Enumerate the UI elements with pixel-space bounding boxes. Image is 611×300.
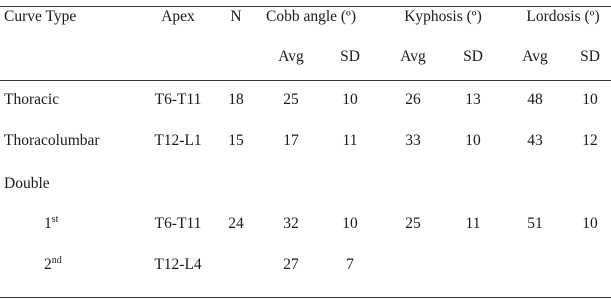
ordinal-suffix: nd bbox=[51, 254, 62, 266]
row-apex: T12-L4 bbox=[154, 256, 202, 273]
table-top-rule bbox=[0, 6, 611, 7]
header-cobb-angle: Cobb angle (º) bbox=[265, 8, 357, 25]
row-cobb-sd: 10 bbox=[342, 215, 358, 232]
header-kyphosis-avg: Avg bbox=[400, 48, 426, 65]
row-kyphosis-avg: 25 bbox=[405, 215, 421, 232]
row-lordosis-sd: 10 bbox=[582, 91, 598, 108]
row-n: 15 bbox=[228, 132, 244, 149]
row-kyphosis-avg: 33 bbox=[405, 132, 421, 149]
row-n: 24 bbox=[228, 215, 244, 232]
header-apex: Apex bbox=[161, 8, 195, 25]
header-kyphosis: Kyphosis (º) bbox=[404, 8, 482, 25]
header-kyphosis-sd: SD bbox=[463, 48, 483, 65]
row-curve-ordinal bbox=[44, 256, 62, 274]
row-curve-ordinal bbox=[44, 215, 58, 233]
row-apex: T12-L1 bbox=[154, 132, 202, 149]
header-lordosis-sd: SD bbox=[580, 48, 600, 65]
row-lordosis-avg: 48 bbox=[527, 91, 543, 108]
table-header-rule bbox=[0, 80, 611, 81]
row-curve-type: Thoracolumbar bbox=[4, 132, 100, 149]
row-kyphosis-sd: 11 bbox=[465, 215, 481, 232]
table-bottom-rule bbox=[0, 297, 611, 298]
header-lordosis: Lordosis (º) bbox=[526, 8, 600, 25]
row-kyphosis-sd: 10 bbox=[465, 132, 481, 149]
row-cobb-sd: 7 bbox=[346, 256, 354, 273]
header-lordosis-avg: Avg bbox=[522, 48, 548, 65]
row-kyphosis-avg: 26 bbox=[405, 91, 421, 108]
row-lordosis-avg: 43 bbox=[527, 132, 543, 149]
ordinal-number: 1 bbox=[44, 215, 52, 232]
row-cobb-avg: 25 bbox=[283, 91, 299, 108]
header-cobb-sd: SD bbox=[340, 48, 360, 65]
row-cobb-sd: 10 bbox=[342, 91, 358, 108]
header-n: N bbox=[230, 8, 242, 25]
header-cobb-avg: Avg bbox=[278, 48, 304, 65]
row-lordosis-sd: 10 bbox=[582, 215, 598, 232]
row-curve-type: Double bbox=[4, 175, 50, 192]
row-curve-type: Thoracic bbox=[4, 91, 60, 108]
ordinal-suffix: st bbox=[51, 213, 59, 225]
row-apex: T6-T11 bbox=[154, 215, 202, 232]
row-kyphosis-sd: 13 bbox=[465, 91, 481, 108]
row-n: 18 bbox=[228, 91, 244, 108]
row-apex: T6-T11 bbox=[154, 91, 202, 108]
row-cobb-sd: 11 bbox=[342, 132, 358, 149]
row-cobb-avg: 17 bbox=[283, 132, 299, 149]
row-lordosis-sd: 12 bbox=[582, 132, 598, 149]
row-lordosis-avg: 51 bbox=[527, 215, 543, 232]
header-curve-type: Curve Type bbox=[4, 8, 77, 25]
ordinal-number: 2 bbox=[44, 256, 52, 273]
row-cobb-avg: 27 bbox=[283, 256, 299, 273]
row-cobb-avg: 32 bbox=[283, 215, 299, 232]
